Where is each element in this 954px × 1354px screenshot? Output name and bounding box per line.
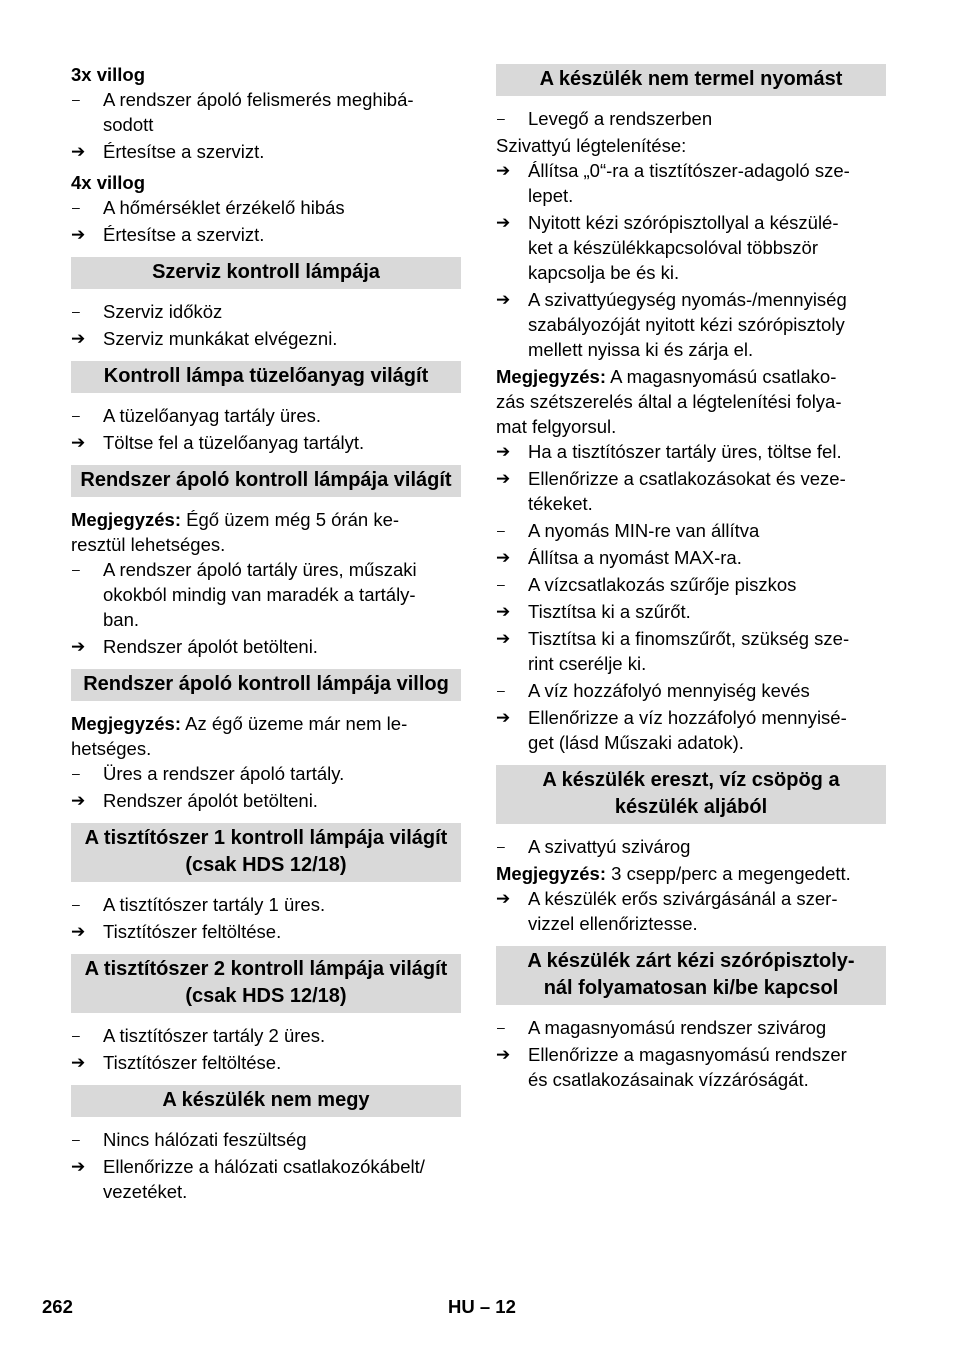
list-item bbox=[71, 326, 461, 351]
arrow-right-icon: ➔ bbox=[71, 329, 86, 348]
arrow-right-icon: ➔ bbox=[71, 791, 86, 810]
list-item-text: Nincs hálózati feszültség bbox=[103, 1129, 307, 1150]
dash-icon: – bbox=[497, 522, 505, 538]
section-heading: A készülék zárt kézi szórópisztoly- nál folyamatosan ki/be kapcsol bbox=[496, 946, 886, 1005]
section-heading: Szerviz kontroll lámpája bbox=[71, 257, 461, 289]
dash-icon: – bbox=[497, 682, 505, 698]
dash-icon: – bbox=[72, 91, 80, 107]
list-item-text: A vízcsatlakozás szűrője piszkos bbox=[528, 574, 797, 595]
arrow-right-icon: ➔ bbox=[496, 161, 511, 180]
list-item bbox=[496, 705, 886, 755]
list-item-text: Értesítse a szervizt. bbox=[103, 141, 265, 162]
list-item bbox=[71, 1154, 461, 1204]
list-item bbox=[71, 634, 461, 659]
note-text: 3 csepp/perc a megengedett. bbox=[606, 863, 851, 884]
list-item bbox=[71, 139, 461, 164]
list-item-text: Értesítse a szervizt. bbox=[103, 224, 265, 245]
list-item-text: Tisztítsa ki a finomszűrőt, szükség sze- rint cserélje ki. bbox=[528, 628, 850, 674]
list-item bbox=[496, 599, 886, 624]
arrow-right-icon: ➔ bbox=[71, 922, 86, 941]
list-item bbox=[496, 834, 886, 859]
list-item-text: A tisztítószer tartály 2 üres. bbox=[103, 1025, 326, 1046]
arrow-right-icon: ➔ bbox=[71, 1157, 86, 1176]
item-list bbox=[496, 158, 886, 362]
note bbox=[71, 507, 461, 557]
note-label: Megjegyzés: bbox=[71, 509, 182, 530]
arrow-right-icon: ➔ bbox=[496, 629, 511, 648]
section-heading: A tisztítószer 2 kontroll lámpája világít (csak HDS 12/18) bbox=[71, 954, 461, 1013]
item-list bbox=[71, 892, 461, 944]
list-item-text: Töltse fel a tüzelőanyag tartályt. bbox=[103, 432, 365, 453]
list-item bbox=[71, 1050, 461, 1075]
item-list bbox=[71, 195, 461, 247]
arrow-right-icon: ➔ bbox=[496, 1045, 511, 1064]
list-item bbox=[496, 518, 886, 543]
list-item-text: Tisztítószer feltöltése. bbox=[103, 1052, 282, 1073]
list-item bbox=[496, 466, 886, 516]
list-item-text: A nyomás MIN-re van állítva bbox=[528, 520, 760, 541]
list-item-text: Szerviz munkákat elvégezni. bbox=[103, 328, 338, 349]
dash-icon: – bbox=[497, 1019, 505, 1035]
list-item bbox=[71, 1023, 461, 1048]
note bbox=[496, 861, 886, 886]
arrow-right-icon: ➔ bbox=[71, 225, 86, 244]
section-heading: A készülék ereszt, víz csöpög a készülék aljából bbox=[496, 765, 886, 824]
dash-icon: – bbox=[72, 407, 80, 423]
dash-icon: – bbox=[72, 199, 80, 215]
list-item-text: Ellenőrizze a hálózati csatlakozókábelt/ vezetéket. bbox=[103, 1156, 425, 1202]
list-item bbox=[71, 195, 461, 220]
list-item-text: Szerviz időköz bbox=[103, 301, 223, 322]
dash-icon: – bbox=[72, 896, 80, 912]
item-list bbox=[71, 87, 461, 164]
subheading: 4x villog bbox=[71, 172, 146, 193]
item-list bbox=[496, 834, 886, 859]
list-item bbox=[496, 287, 886, 362]
list-item bbox=[71, 892, 461, 917]
list-item bbox=[71, 299, 461, 324]
arrow-right-icon: ➔ bbox=[496, 442, 511, 461]
list-item bbox=[71, 788, 461, 813]
paragraph: Szivattyú légtelenítése: bbox=[496, 135, 687, 156]
dash-icon: – bbox=[72, 1027, 80, 1043]
list-item bbox=[496, 626, 886, 676]
list-item bbox=[496, 1042, 886, 1092]
subheading: 3x villog bbox=[71, 64, 146, 85]
arrow-right-icon: ➔ bbox=[71, 1053, 86, 1072]
arrow-right-icon: ➔ bbox=[496, 290, 511, 309]
list-item-text: A szivattyú szivárog bbox=[528, 836, 691, 857]
section-heading: A készülék nem termel nyomást bbox=[496, 64, 886, 96]
list-item-text: Levegő a rendszerben bbox=[528, 108, 713, 129]
item-list bbox=[496, 439, 886, 755]
list-item-text: A hőmérséklet érzékelő hibás bbox=[103, 197, 345, 218]
arrow-right-icon: ➔ bbox=[496, 548, 511, 567]
note-text: Az égő üzeme már nem le- hetséges. bbox=[71, 713, 408, 759]
list-item bbox=[496, 545, 886, 570]
dash-icon: – bbox=[497, 838, 505, 854]
list-item-text: Tisztítószer feltöltése. bbox=[103, 921, 282, 942]
arrow-right-icon: ➔ bbox=[496, 708, 511, 727]
list-item-text: A tisztítószer tartály 1 üres. bbox=[103, 894, 326, 915]
arrow-right-icon: ➔ bbox=[496, 889, 511, 908]
section-heading: Kontroll lámpa tüzelőanyag világít bbox=[71, 361, 461, 393]
list-item-text: Állítsa a nyomást MAX-ra. bbox=[528, 547, 742, 568]
list-item bbox=[71, 1127, 461, 1152]
list-item bbox=[71, 761, 461, 786]
arrow-right-icon: ➔ bbox=[71, 142, 86, 161]
dash-icon: – bbox=[72, 1131, 80, 1147]
section-heading: Rendszer ápoló kontroll lámpája villog bbox=[71, 669, 461, 701]
note bbox=[496, 364, 886, 439]
note bbox=[71, 711, 461, 761]
list-item-text: A víz hozzáfolyó mennyiség kevés bbox=[528, 680, 810, 701]
list-item bbox=[71, 87, 461, 137]
item-list bbox=[496, 1015, 886, 1092]
dash-icon: – bbox=[497, 576, 505, 592]
list-item bbox=[496, 439, 886, 464]
section-heading: A tisztítószer 1 kontroll lámpája világít (csak HDS 12/18) bbox=[71, 823, 461, 882]
list-item-text: A magasnyomású rendszer szivárog bbox=[528, 1017, 827, 1038]
list-item-text: Üres a rendszer ápoló tartály. bbox=[103, 763, 345, 784]
list-item bbox=[496, 106, 886, 131]
list-item-text: Rendszer ápolót betölteni. bbox=[103, 636, 318, 657]
list-item bbox=[71, 403, 461, 428]
item-list bbox=[71, 1127, 461, 1204]
dash-icon: – bbox=[72, 765, 80, 781]
right-column bbox=[496, 62, 886, 1094]
item-list bbox=[71, 299, 461, 351]
list-item-text: Állítsa „0“-ra a tisztítószer-adagoló sze- lepet. bbox=[528, 160, 850, 206]
dash-icon: – bbox=[72, 303, 80, 319]
item-list bbox=[71, 1023, 461, 1075]
item-list bbox=[496, 886, 886, 936]
list-item bbox=[496, 572, 886, 597]
list-item bbox=[71, 919, 461, 944]
arrow-right-icon: ➔ bbox=[496, 469, 511, 488]
note-text: Égő üzem még 5 órán ke- resztül lehetséges. bbox=[71, 509, 400, 555]
list-item-text: A rendszer ápoló tartály üres, műszaki okokból mindig van maradék a tartály- ban. bbox=[103, 559, 417, 630]
list-item-text: Ha a tisztítószer tartály üres, töltse fel. bbox=[528, 441, 842, 462]
page-number: 262 bbox=[42, 1296, 73, 1317]
list-item bbox=[496, 886, 886, 936]
section-heading: Rendszer ápoló kontroll lámpája világít bbox=[71, 465, 461, 497]
list-item bbox=[496, 158, 886, 208]
item-list bbox=[71, 761, 461, 813]
note-label: Megjegyzés: bbox=[71, 713, 182, 734]
list-item-text: Ellenőrizze a víz hozzáfolyó mennyisé- get (lásd Műszaki adatok). bbox=[528, 707, 847, 753]
list-item bbox=[496, 678, 886, 703]
arrow-right-icon: ➔ bbox=[496, 213, 511, 232]
note-text: A magasnyomású csatlako- zás szétszerelés által a légtelenítési folya- mat felgyorsul. bbox=[496, 366, 842, 437]
footer-label: HU – 12 bbox=[448, 1296, 516, 1317]
arrow-right-icon: ➔ bbox=[71, 433, 86, 452]
note-label: Megjegyzés: bbox=[496, 366, 607, 387]
list-item bbox=[71, 430, 461, 455]
dash-icon: – bbox=[72, 561, 80, 577]
list-item-text: Tisztítsa ki a szűrőt. bbox=[528, 601, 691, 622]
list-item-text: Ellenőrizze a magasnyomású rendszer és csatlakozásainak vízzáróságát. bbox=[528, 1044, 847, 1090]
left-column bbox=[71, 62, 461, 1206]
list-item-text: A tüzelőanyag tartály üres. bbox=[103, 405, 322, 426]
item-list bbox=[71, 403, 461, 455]
list-item bbox=[496, 1015, 886, 1040]
arrow-right-icon: ➔ bbox=[496, 602, 511, 621]
list-item-text: Nyitott kézi szórópisztollyal a készülé- ket a készülékkapcsolóval többször kapcsolja be és ki. bbox=[528, 212, 839, 283]
list-item-text: Ellenőrizze a csatlakozásokat és veze- tékeket. bbox=[528, 468, 846, 514]
list-item-text: Rendszer ápolót betölteni. bbox=[103, 790, 318, 811]
list-item-text: A szivattyúegység nyomás-/mennyiség szabályozóját nyitott kézi szórópisztoly mellett nyissa ki és zárja el. bbox=[528, 289, 847, 360]
dash-icon: – bbox=[497, 110, 505, 126]
arrow-right-icon: ➔ bbox=[71, 637, 86, 656]
note-label: Megjegyzés: bbox=[496, 863, 607, 884]
item-list bbox=[71, 557, 461, 659]
list-item bbox=[71, 222, 461, 247]
list-item bbox=[496, 210, 886, 285]
list-item-text: A készülék erős szivárgásánál a szer- vizzel ellenőriztesse. bbox=[528, 888, 838, 934]
list-item-text: A rendszer ápoló felismerés meghibá- sodott bbox=[103, 89, 414, 135]
section-heading: A készülék nem megy bbox=[71, 1085, 461, 1117]
item-list bbox=[496, 106, 886, 131]
list-item bbox=[71, 557, 461, 632]
